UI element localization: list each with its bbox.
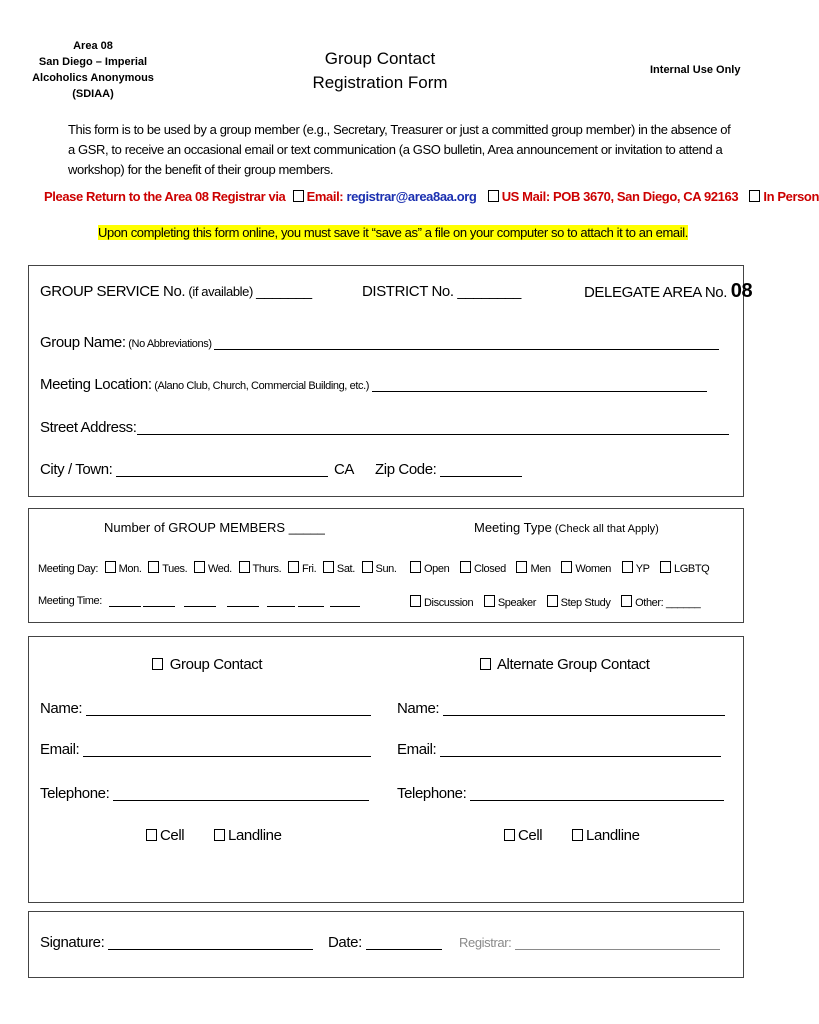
org-block <box>28 38 158 102</box>
registrar-label: Registrar: <box>459 935 515 950</box>
city-input[interactable] <box>116 462 328 477</box>
primary-contact-heading <box>152 656 262 673</box>
primary-name-input[interactable] <box>86 701 371 716</box>
district-field <box>362 283 521 300</box>
alternate-phone-field <box>397 785 724 802</box>
in-person-label: In Person <box>763 189 819 204</box>
street-input[interactable] <box>137 420 729 435</box>
members-field <box>104 520 325 535</box>
street-label: Street Address: <box>40 419 137 436</box>
alternate-contact-checkbox[interactable] <box>480 658 491 670</box>
mail-label: US Mail: POB 3670, San Diego, CA 92163 <box>501 189 739 204</box>
email-label: Email: <box>306 189 347 204</box>
alternate-email-input[interactable] <box>440 742 721 757</box>
primary-phone-label: Telephone: <box>40 785 114 802</box>
intro-line-3: workshop) for the benefit of their group members. <box>68 162 334 177</box>
alternate-phone-type <box>504 827 640 844</box>
day-label-sun: Sun. <box>375 563 397 575</box>
type-checkbox-yp[interactable] <box>622 561 633 573</box>
type-label-lgbtq: LGBTQ <box>674 563 710 575</box>
day-checkbox-thurs[interactable] <box>239 561 250 573</box>
primary-phone-field <box>40 785 369 802</box>
alternate-landline-checkbox[interactable] <box>572 829 583 841</box>
alternate-email-field <box>397 741 721 758</box>
day-label-mon: Mon. <box>118 563 142 575</box>
date-field <box>328 934 442 951</box>
type-label-other: Other: ______ <box>635 597 701 609</box>
primary-contact-checkbox[interactable] <box>152 658 163 670</box>
delegate-area-field <box>584 280 752 303</box>
meeting-location-input[interactable] <box>372 377 707 392</box>
contacts-section <box>28 636 744 903</box>
type-checkbox-closed[interactable] <box>460 561 471 573</box>
delegate-label: DELEGATE AREA No. <box>584 284 727 301</box>
meeting-location-label: Meeting Location: <box>40 376 152 393</box>
day-checkbox-mon[interactable] <box>105 561 116 573</box>
meeting-location-field <box>40 376 707 393</box>
day-label-fri: Fri. <box>301 563 317 575</box>
meeting-type-row-2 <box>410 595 700 609</box>
primary-email-label: Email: <box>40 741 84 758</box>
type-checkbox-step-study[interactable] <box>547 595 558 607</box>
time-input-3[interactable] <box>184 596 216 607</box>
meeting-type-hint: (Check all that Apply) <box>551 523 659 535</box>
type-checkbox-women[interactable] <box>561 561 572 573</box>
time-input-7[interactable] <box>330 596 360 607</box>
return-instructions <box>44 189 819 204</box>
in-person-checkbox[interactable] <box>749 190 760 202</box>
return-prefix: Please Return to the Area 08 Registrar via <box>44 189 286 204</box>
meeting-day-label: Meeting Day: <box>38 563 99 575</box>
day-checkbox-wed[interactable] <box>194 561 205 573</box>
alternate-email-label: Email: <box>397 741 441 758</box>
time-input-5[interactable] <box>267 596 295 607</box>
signature-field <box>40 934 313 951</box>
type-label-men: Men <box>530 563 551 575</box>
primary-cell-checkbox[interactable] <box>146 829 157 841</box>
meeting-type-label: Meeting Type <box>474 520 552 535</box>
zip-label: Zip Code: <box>375 461 441 478</box>
type-label-closed: Closed <box>473 563 506 575</box>
delegate-value: 08 <box>730 280 753 302</box>
meeting-type-heading <box>474 520 659 535</box>
day-checkbox-sun[interactable] <box>362 561 373 573</box>
type-checkbox-other[interactable] <box>621 595 632 607</box>
email-checkbox[interactable] <box>293 190 304 202</box>
alternate-contact-title: Alternate Group Contact <box>496 656 650 673</box>
intro-text <box>68 120 730 180</box>
district-blank[interactable]: ________ <box>457 283 521 300</box>
type-checkbox-speaker[interactable] <box>484 595 495 607</box>
meeting-location-hint: (Alano Club, Church, Commercial Building, etc.) <box>151 380 372 392</box>
signature-label: Signature: <box>40 934 109 951</box>
mail-checkbox[interactable] <box>488 190 499 202</box>
title-line-1: Group Contact <box>324 49 436 68</box>
street-address-field <box>40 419 729 436</box>
state-value: CA <box>334 461 354 478</box>
meeting-day-row <box>38 561 397 575</box>
intro-line-2: a GSR, to receive an occasional email or text communication (a GSO bulletin, Area announcement or invitation to attend a <box>68 142 723 157</box>
service-hint: (if available) <box>185 284 257 299</box>
primary-phone-input[interactable] <box>113 786 369 801</box>
group-name-hint: (No Abbreviations) <box>125 338 215 350</box>
day-label-tues: Tues. <box>162 563 188 575</box>
group-name-field <box>40 334 719 351</box>
org-line-4: (SDIAA) <box>72 88 114 100</box>
service-label: GROUP SERVICE No. <box>40 283 186 300</box>
registrar-email-link[interactable]: registrar@area8aa.org <box>346 189 477 204</box>
type-label-discussion: Discussion <box>424 597 474 609</box>
title-line-2: Registration Form <box>312 73 448 92</box>
type-checkbox-men[interactable] <box>516 561 527 573</box>
type-label-open: Open <box>424 563 450 575</box>
meeting-time-row <box>38 595 360 607</box>
alternate-name-input[interactable] <box>443 701 725 716</box>
primary-name-field <box>40 700 371 717</box>
district-label: DISTRICT No. <box>362 283 458 300</box>
type-label-women: Women <box>575 563 612 575</box>
primary-landline-label: Landline <box>228 827 282 844</box>
primary-cell-label: Cell <box>160 827 185 844</box>
type-label-speaker: Speaker <box>497 597 537 609</box>
day-checkbox-tues[interactable] <box>148 561 159 573</box>
time-input-2[interactable] <box>143 596 175 607</box>
service-blank[interactable]: _______ <box>256 283 312 300</box>
registrar-input[interactable] <box>515 935 720 950</box>
primary-name-label: Name: <box>40 700 86 717</box>
org-line-3: Alcoholics Anonymous <box>32 72 154 84</box>
meeting-type-row-1 <box>410 561 709 575</box>
save-notice: Upon completing this form online, you must save it “save as” a file on your computer so to attach it to an email. <box>98 225 688 240</box>
time-input-1[interactable] <box>109 596 141 607</box>
alternate-phone-label: Telephone: <box>397 785 471 802</box>
type-checkbox-discussion[interactable] <box>410 595 421 607</box>
type-label-yp: YP <box>635 563 650 575</box>
group-name-input[interactable] <box>214 335 719 350</box>
day-checkbox-sat[interactable] <box>323 561 334 573</box>
day-label-wed: Wed. <box>207 563 232 575</box>
registrar-field <box>459 935 720 950</box>
service-number-field <box>40 283 312 300</box>
primary-email-field <box>40 741 371 758</box>
day-label-thurs: Thurs. <box>252 563 282 575</box>
time-input-4[interactable] <box>227 596 259 607</box>
type-checkbox-lgbtq[interactable] <box>660 561 671 573</box>
alternate-landline-label: Landline <box>586 827 640 844</box>
date-input[interactable] <box>366 935 442 950</box>
org-line-2: San Diego – Imperial <box>38 56 148 68</box>
group-name-label: Group Name: <box>40 334 126 351</box>
city-field <box>40 461 522 478</box>
alternate-cell-checkbox[interactable] <box>504 829 515 841</box>
primary-phone-type <box>146 827 282 844</box>
type-label-step-study: Step Study <box>560 597 611 609</box>
alternate-name-label: Name: <box>397 700 443 717</box>
alternate-name-field <box>397 700 725 717</box>
alternate-contact-heading <box>480 656 650 673</box>
internal-use-label: Internal Use Only <box>650 64 741 76</box>
type-checkbox-open[interactable] <box>410 561 421 573</box>
alternate-cell-label: Cell <box>518 827 543 844</box>
time-input-6[interactable] <box>298 596 324 607</box>
city-label: City / Town: <box>40 461 117 478</box>
meeting-time-label: Meeting Time: <box>38 595 102 607</box>
intro-line-1: This form is to be used by a group member (e.g., Secretary, Treasurer or just a committed group member) in the absence of <box>68 122 731 137</box>
form-title <box>280 47 480 95</box>
zip-input[interactable] <box>440 462 522 477</box>
members-label: Number of GROUP MEMBERS <box>104 520 286 535</box>
members-blank[interactable]: _____ <box>288 520 325 535</box>
day-label-sat: Sat. <box>336 563 355 575</box>
alternate-phone-input[interactable] <box>470 786 724 801</box>
primary-email-input[interactable] <box>83 742 371 757</box>
day-checkbox-fri[interactable] <box>288 561 299 573</box>
org-line-1: Area 08 <box>73 40 113 52</box>
primary-contact-title: Group Contact <box>169 656 263 673</box>
primary-landline-checkbox[interactable] <box>214 829 225 841</box>
date-label: Date: <box>328 934 366 951</box>
signature-input[interactable] <box>108 935 313 950</box>
